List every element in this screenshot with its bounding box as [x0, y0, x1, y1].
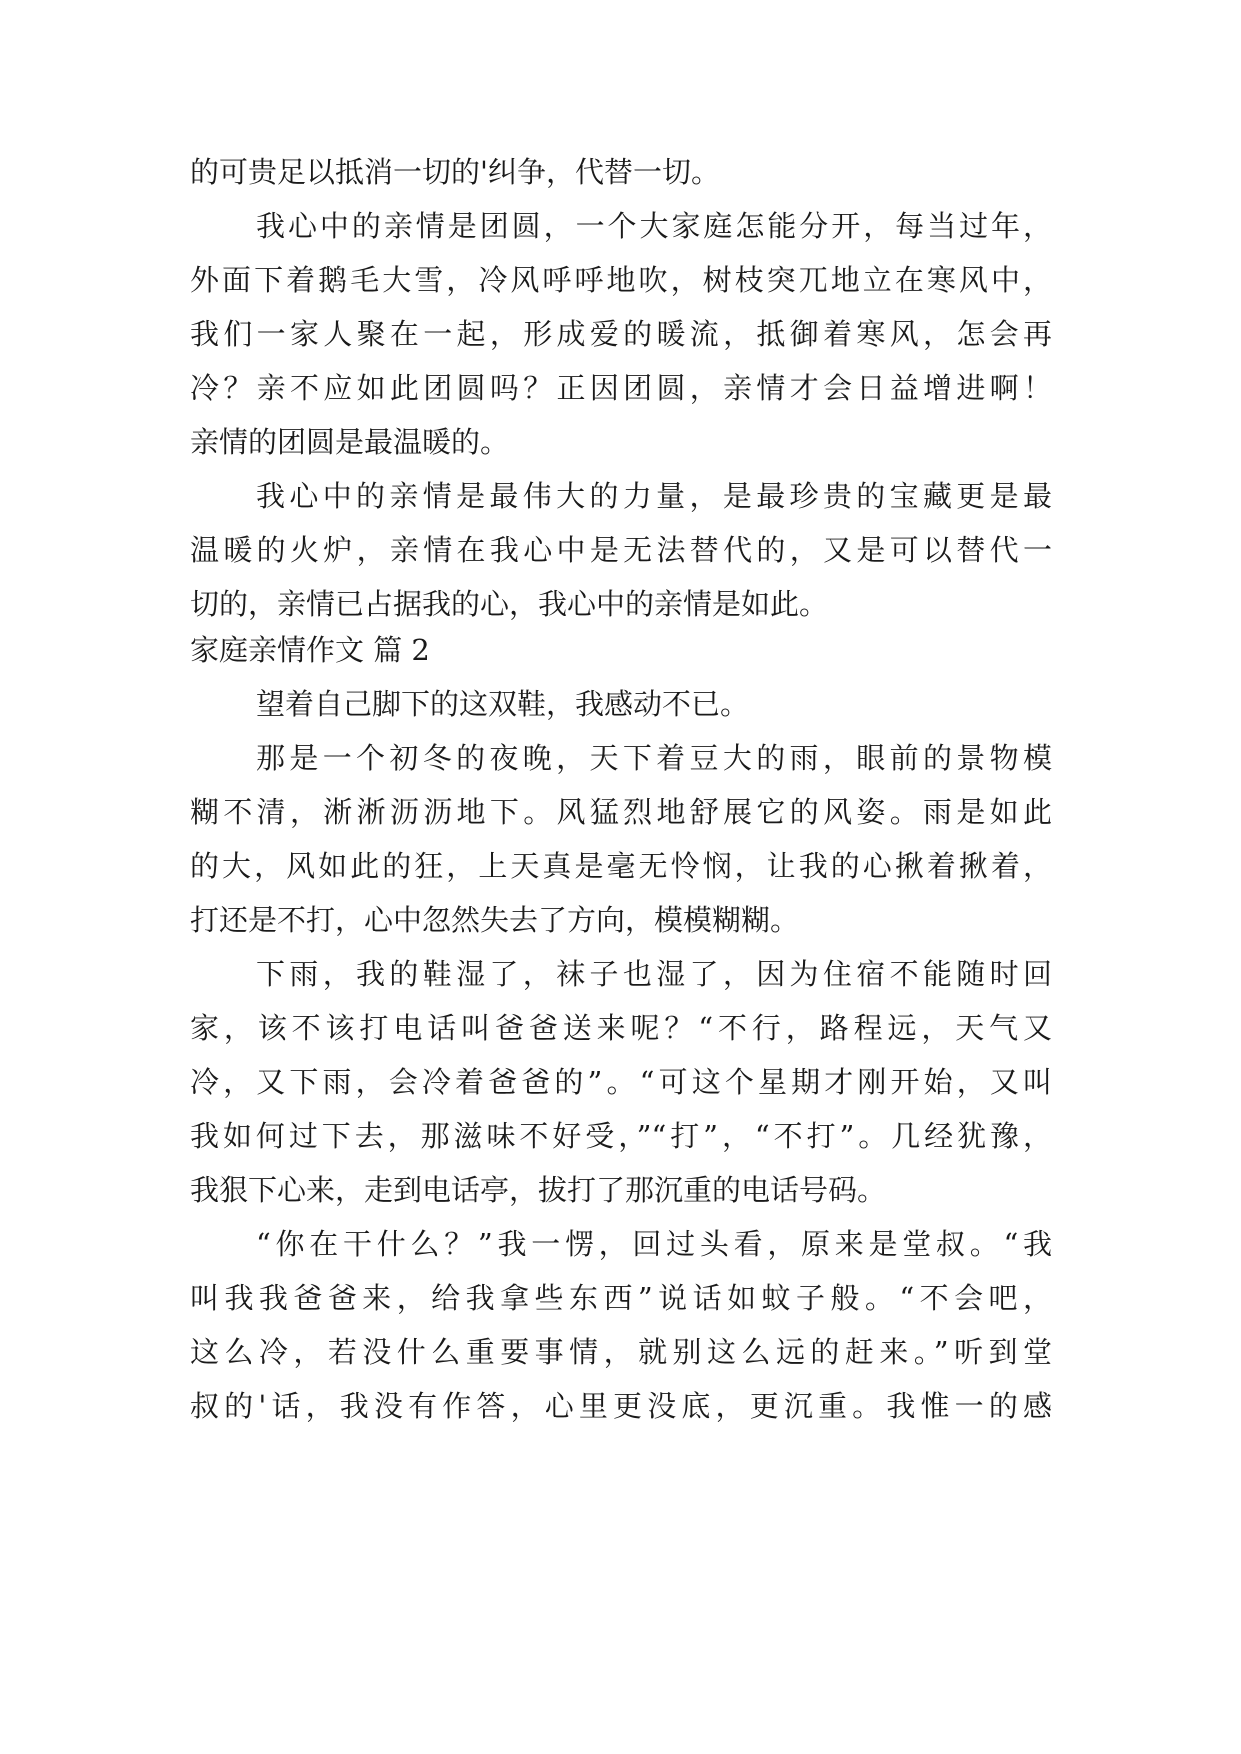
text-line: 糊不清，淅淅沥沥地下。风猛烈地舒展它的风姿。雨是如此: [190, 795, 1052, 829]
text-line: 家，该不该打电话叫爸爸送来呢？“不行，路程远，天气又: [190, 1011, 1052, 1045]
text-line: 那是一个初冬的夜晚，天下着豆大的雨，眼前的景物模: [256, 741, 1052, 775]
text-line: 外面下着鹅毛大雪，冷风呼呼地吹，树枝突兀地立在寒风中，: [190, 263, 1052, 297]
text-line: 切的，亲情已占据我的心，我心中的亲情是如此。: [190, 587, 829, 621]
text-line: 叫我我爸爸来，给我拿些东西”说话如蚊子般。“不会吧，: [190, 1281, 1052, 1315]
text-line: 打还是不打，心中忽然失去了方向，模模糊糊。: [190, 903, 800, 937]
text-line: 我狠下心来，走到电话亭，拔打了那沉重的电话号码。: [190, 1173, 887, 1207]
text-line: 我如何过下去，那滋味不好受，”“打”，“不打”。几经犹豫，: [190, 1119, 1052, 1153]
text-line: 叔的'话，我没有作答，心里更没底，更沉重。我惟一的感: [190, 1389, 1052, 1423]
text-line: 我心中的亲情是团圆，一个大家庭怎能分开，每当过年，: [256, 209, 1052, 243]
text-line: 我心中的亲情是最伟大的力量，是最珍贵的宝藏更是最: [256, 479, 1052, 513]
text-line: 我们一家人聚在一起，形成爱的暖流，抵御着寒风，怎会再: [190, 317, 1052, 351]
text-line: 的大，风如此的狂，上天真是毫无怜悯，让我的心揪着揪着，: [190, 849, 1052, 883]
text-line: 下雨，我的鞋湿了，袜子也湿了，因为住宿不能随时回: [256, 957, 1052, 991]
section-heading: 家庭亲情作文 篇 2: [190, 633, 430, 667]
text-line: 温暖的火炉，亲情在我心中是无法替代的，又是可以替代一: [190, 533, 1052, 567]
text-line: 冷，又下雨，会冷着爸爸的”。“可这个星期才刚开始，又叫: [190, 1065, 1052, 1099]
text-line: 的可贵足以抵消一切的'纠争，代替一切。: [190, 155, 720, 189]
text-line: 冷？亲不应如此团圆吗？正因团圆，亲情才会日益增进啊！: [190, 371, 1052, 405]
text-line: 这么冷，若没什么重要事情，就别这么远的赶来。”听到堂: [190, 1335, 1052, 1369]
text-line: “你在干什么？”我一愣，回过头看，原来是堂叔。“我: [256, 1227, 1052, 1261]
text-line: 亲情的团圆是最温暖的。: [190, 425, 510, 459]
text-line: 望着自己脚下的这双鞋，我感动不已。: [256, 687, 750, 721]
